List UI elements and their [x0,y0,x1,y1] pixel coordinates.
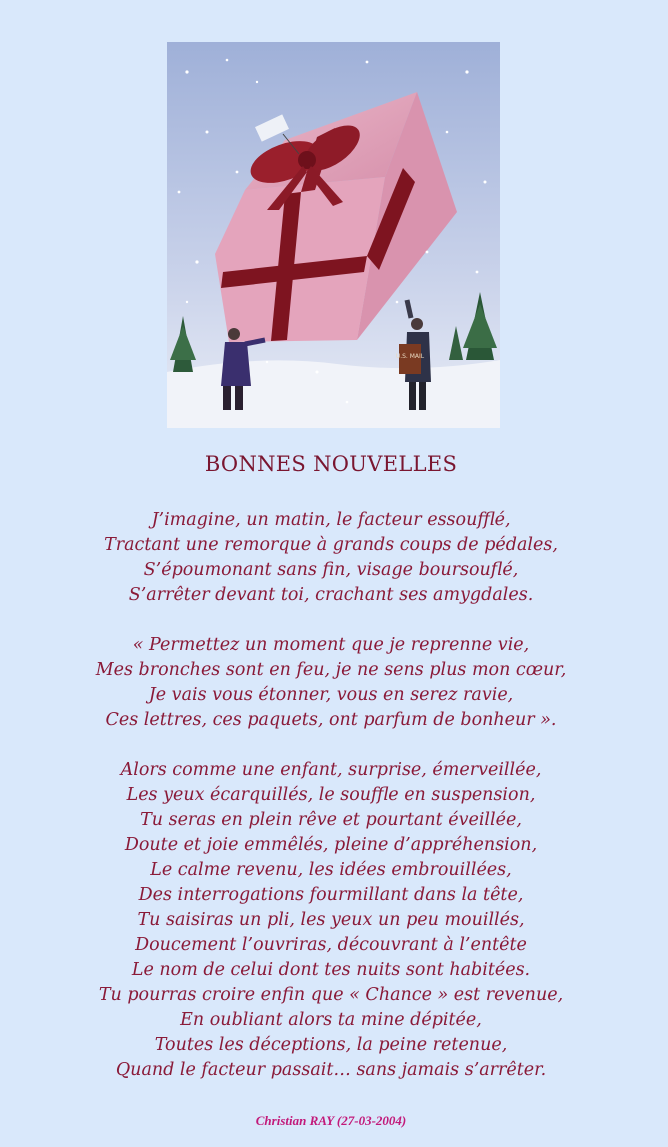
snow-ground [167,360,500,428]
verse-line: S’époumonant sans fin, visage boursouflé, [143,560,519,580]
verse-line: Doute et joie emmêlés, pleine d’appréhension, [124,835,538,855]
verse-line: Le calme revenu, les idées embrouillées, [150,860,512,880]
verse-line: Le nom de celui dont tes nuits sont habitées. [131,960,531,980]
verse-line: En oubliant alors ta mine dépitée, [180,1010,482,1030]
stanza [0,508,662,608]
stanza [0,633,662,733]
verse-line: Mes bronches sont en feu, je ne sens plus mon cœur, [95,660,567,680]
signature: Christian RAY (27-03-2004) [255,1113,407,1128]
verse-line: « Permettez un moment que je reprenne vie, [132,635,530,655]
verse-line: Quand le facteur passait… sans jamais s’arrêter. [115,1060,547,1080]
stanza-break [0,733,662,758]
verse-line: Ces lettres, ces paquets, ont parfum de bonheur ». [105,710,557,730]
verse-line: Alors comme une enfant, surprise, émerveillée, [120,760,542,780]
verse-line: J’imagine, un matin, le facteur essoufflé, [151,510,511,530]
stanza-break [0,608,662,633]
poem-body [0,508,662,1083]
gift-illustration [167,42,500,428]
verse-line: Je vais vous étonner, vous en serez ravie, [148,685,514,705]
bag-label: U.S. MAIL [395,353,425,360]
verse-line: Des interrogations fourmillant dans la tête, [138,885,524,905]
verse-line: Les yeux écarquillés, le souffle en suspension, [126,785,536,805]
verse-line: S’arrêter devant toi, crachant ses amygdales. [128,585,534,605]
verse-line: Tu saisiras un pli, les yeux un peu mouillés, [137,910,525,930]
verse-line: Tu seras en plein rêve et pourtant éveillée, [140,810,522,830]
verse-line: Doucement l’ouvriras, découvrant à l’entête [135,935,527,955]
verse-line: Toutes les déceptions, la peine retenue, [154,1035,508,1055]
verse-line: Tractant une remorque à grands coups de pédales, [104,535,558,555]
verse-line: Tu pourras croire enfin que « Chance » est revenue, [98,985,564,1005]
stanza [0,758,662,1083]
poem-title: BONNES NOUVELLES [204,452,458,476]
